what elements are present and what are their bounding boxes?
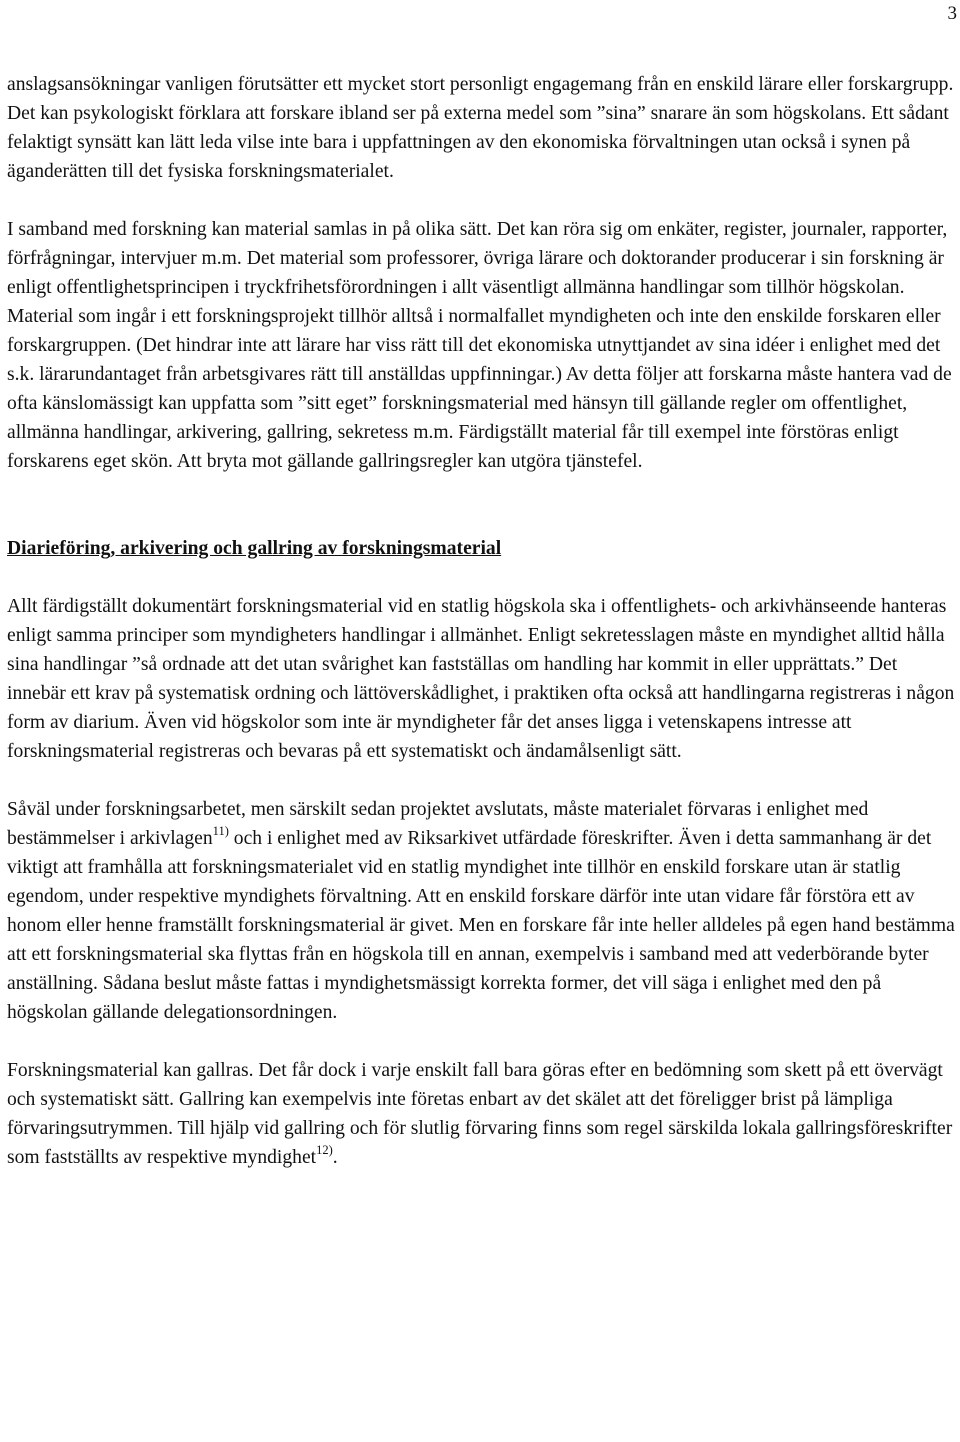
paragraph-weeding-text-1: Forskningsmaterial kan gallras. Det får dock i varje enskilt fall bara göras efter en bedömning som skett på ett övervägt och systematiskt sätt. Gallring kan exempelvis inte företas enbart av det skälet att det föreligger brist på lämpliga förvaringsutrymmen. Till hjälp vid gallring och för slutlig förvaring finns som regel särskilda lokala gallringsföreskrifter som fastställts av respektive myndighet: [7, 1060, 953, 1168]
section-heading: Diarieföring, arkivering och gallring av forskningsmaterial: [7, 538, 502, 559]
paragraph-weeding: [7, 1056, 955, 1172]
page-number: 3: [947, 3, 957, 24]
footnote-marker-11: 11): [212, 824, 229, 838]
footnote-marker-12: 12): [316, 1143, 333, 1157]
paragraph-weeding-text-2: .: [332, 1147, 338, 1168]
document-body: [7, 70, 955, 1172]
paragraph-research-material: I samband med forskning kan material samlas in på olika sätt. Det kan röra sig om enkäter, register, journaler, rapporter, förfrågningar, intervjuer m.m. Det material som professorer, övriga lärare och doktorander producerar i sin forskning är enligt offentlighetsprincipen i tryckfrihetsförordningen i allt väsentligt allmänna handlingar som tillhör högskolan. Material som ingår i ett forskningsprojekt tillhör alltså i normalfallet myndigheten och inte den enskilde forskaren eller forskargruppen. (Det hindrar inte att lärare har viss rätt till det ekonomiska utnyttjandet av sina idéer i enlighet med det s.k. lärarundantaget från arbetsgivares rätt till anställdas uppfinningar.) Av detta följer att forskarna måste hantera vad de ofta känslomässigt kan uppfatta som ”sitt eget” forskningsmaterial med hänsyn till gällande regler om offentlighet, allmänna handlingar, arkivering, gallring, sekretess m.m. Färdigställt material får till exempel inte förstöras enligt forskarens eget skön. Att bryta mot gällande gallringsregler kan utgöra tjänstefel.: [7, 219, 952, 472]
paragraph-archiving-text-1: Såväl under forskningsarbetet, men särskilt sedan projektet avslutats, måste materialet förvaras i enlighet med bestämmelser i arkivlagen: [7, 799, 869, 849]
paragraph-archiving-text-2: och i enlighet med av Riksarkivet utfärdade föreskrifter. Även i detta sammanhang är det viktigt att framhålla att forskningsmaterialet vid en statlig myndighet inte tillhör en enskild forskare utan är statlig egendom, under respektive myndighets förvaltning. Att en enskild forskare därför inte utan vidare får förstöra ett av honom eller henne framställt forskningsmaterial är givet. Men en forskare får inte heller alldeles på egen hand bestämma att ett forskningsmaterial ska flyttas från en högskola till en annan, exempelvis i samband med att vederbörande byter anställning. Sådana beslut måste fattas i myndighetsmässigt korrekta former, det vill säga i enlighet med den på högskolan gällande delegationsordningen.: [7, 828, 955, 1023]
paragraph-funding: anslagsansökningar vanligen förutsätter ett mycket stort personligt engagemang från en enskild lärare eller forskargrupp. Det kan psykologiskt förklara att forskare ibland ser på externa medel som ”sina” snarare än som högskolans. Ett sådant felaktigt synsätt kan lätt leda vilse inte bara i uppfattningen av den ekonomiska förvaltningen utan också i synen på äganderätten till det fysiska forskningsmaterialet.: [7, 74, 954, 182]
paragraph-registration: Allt färdigställt dokumentärt forskningsmaterial vid en statlig högskola ska i offentlighets- och arkivhänseende hanteras enligt samma principer som myndigheters handlingar i allmänhet. Enligt sekretesslagen måste en myndighet alltid hålla sina handlingar ”så ordnade att det utan svårighet kan fastställas om handling har kommit in eller upprättats.” Det innebär ett krav på systematisk ordning och lättöverskådlighet, i praktiken ofta också att handlingarna registreras i någon form av diarium. Även vid högskolor som inte är myndigheter får det anses ligga i vetenskapens intresse att forskningsmaterial registreras och bevaras på ett systematiskt och ändamålsenligt sätt.: [7, 596, 955, 762]
paragraph-archiving: [7, 795, 955, 1027]
